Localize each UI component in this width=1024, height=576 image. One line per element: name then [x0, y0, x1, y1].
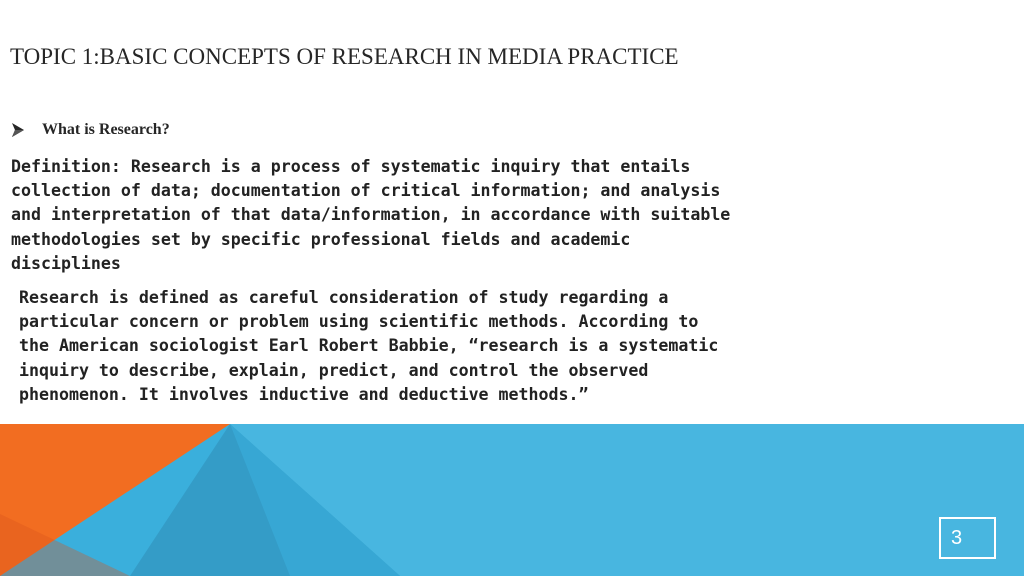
- research-paragraph: Research is defined as careful consideration of study regarding a particular concern or problem using scientific methods. According to the American sociologist Earl Robert Babbie, “research is a systematic inquiry to describe, explain, predict, and control the observed phenomenon. It involves inductive and deductive methods.”: [19, 288, 719, 404]
- bullet-heading-row: [12, 121, 170, 139]
- page-number-box: [939, 517, 996, 559]
- arrow-bullet-icon: [12, 123, 24, 137]
- page-number: 3: [951, 526, 963, 549]
- definition-paragraph: Definition: Research is a process of systematic inquiry that entails collection of data; documentation of critical information; and analysis and interpretation of that data/information, in accordance with suitable methodologies set by specific professional fields and academic disciplines: [11, 157, 731, 273]
- decorative-footer-band: [0, 424, 1024, 576]
- slide-title: TOPIC 1:BASIC CONCEPTS OF RESEARCH IN MEDIA PRACTICE: [10, 44, 679, 69]
- bullet-heading: What is Research?: [42, 121, 170, 138]
